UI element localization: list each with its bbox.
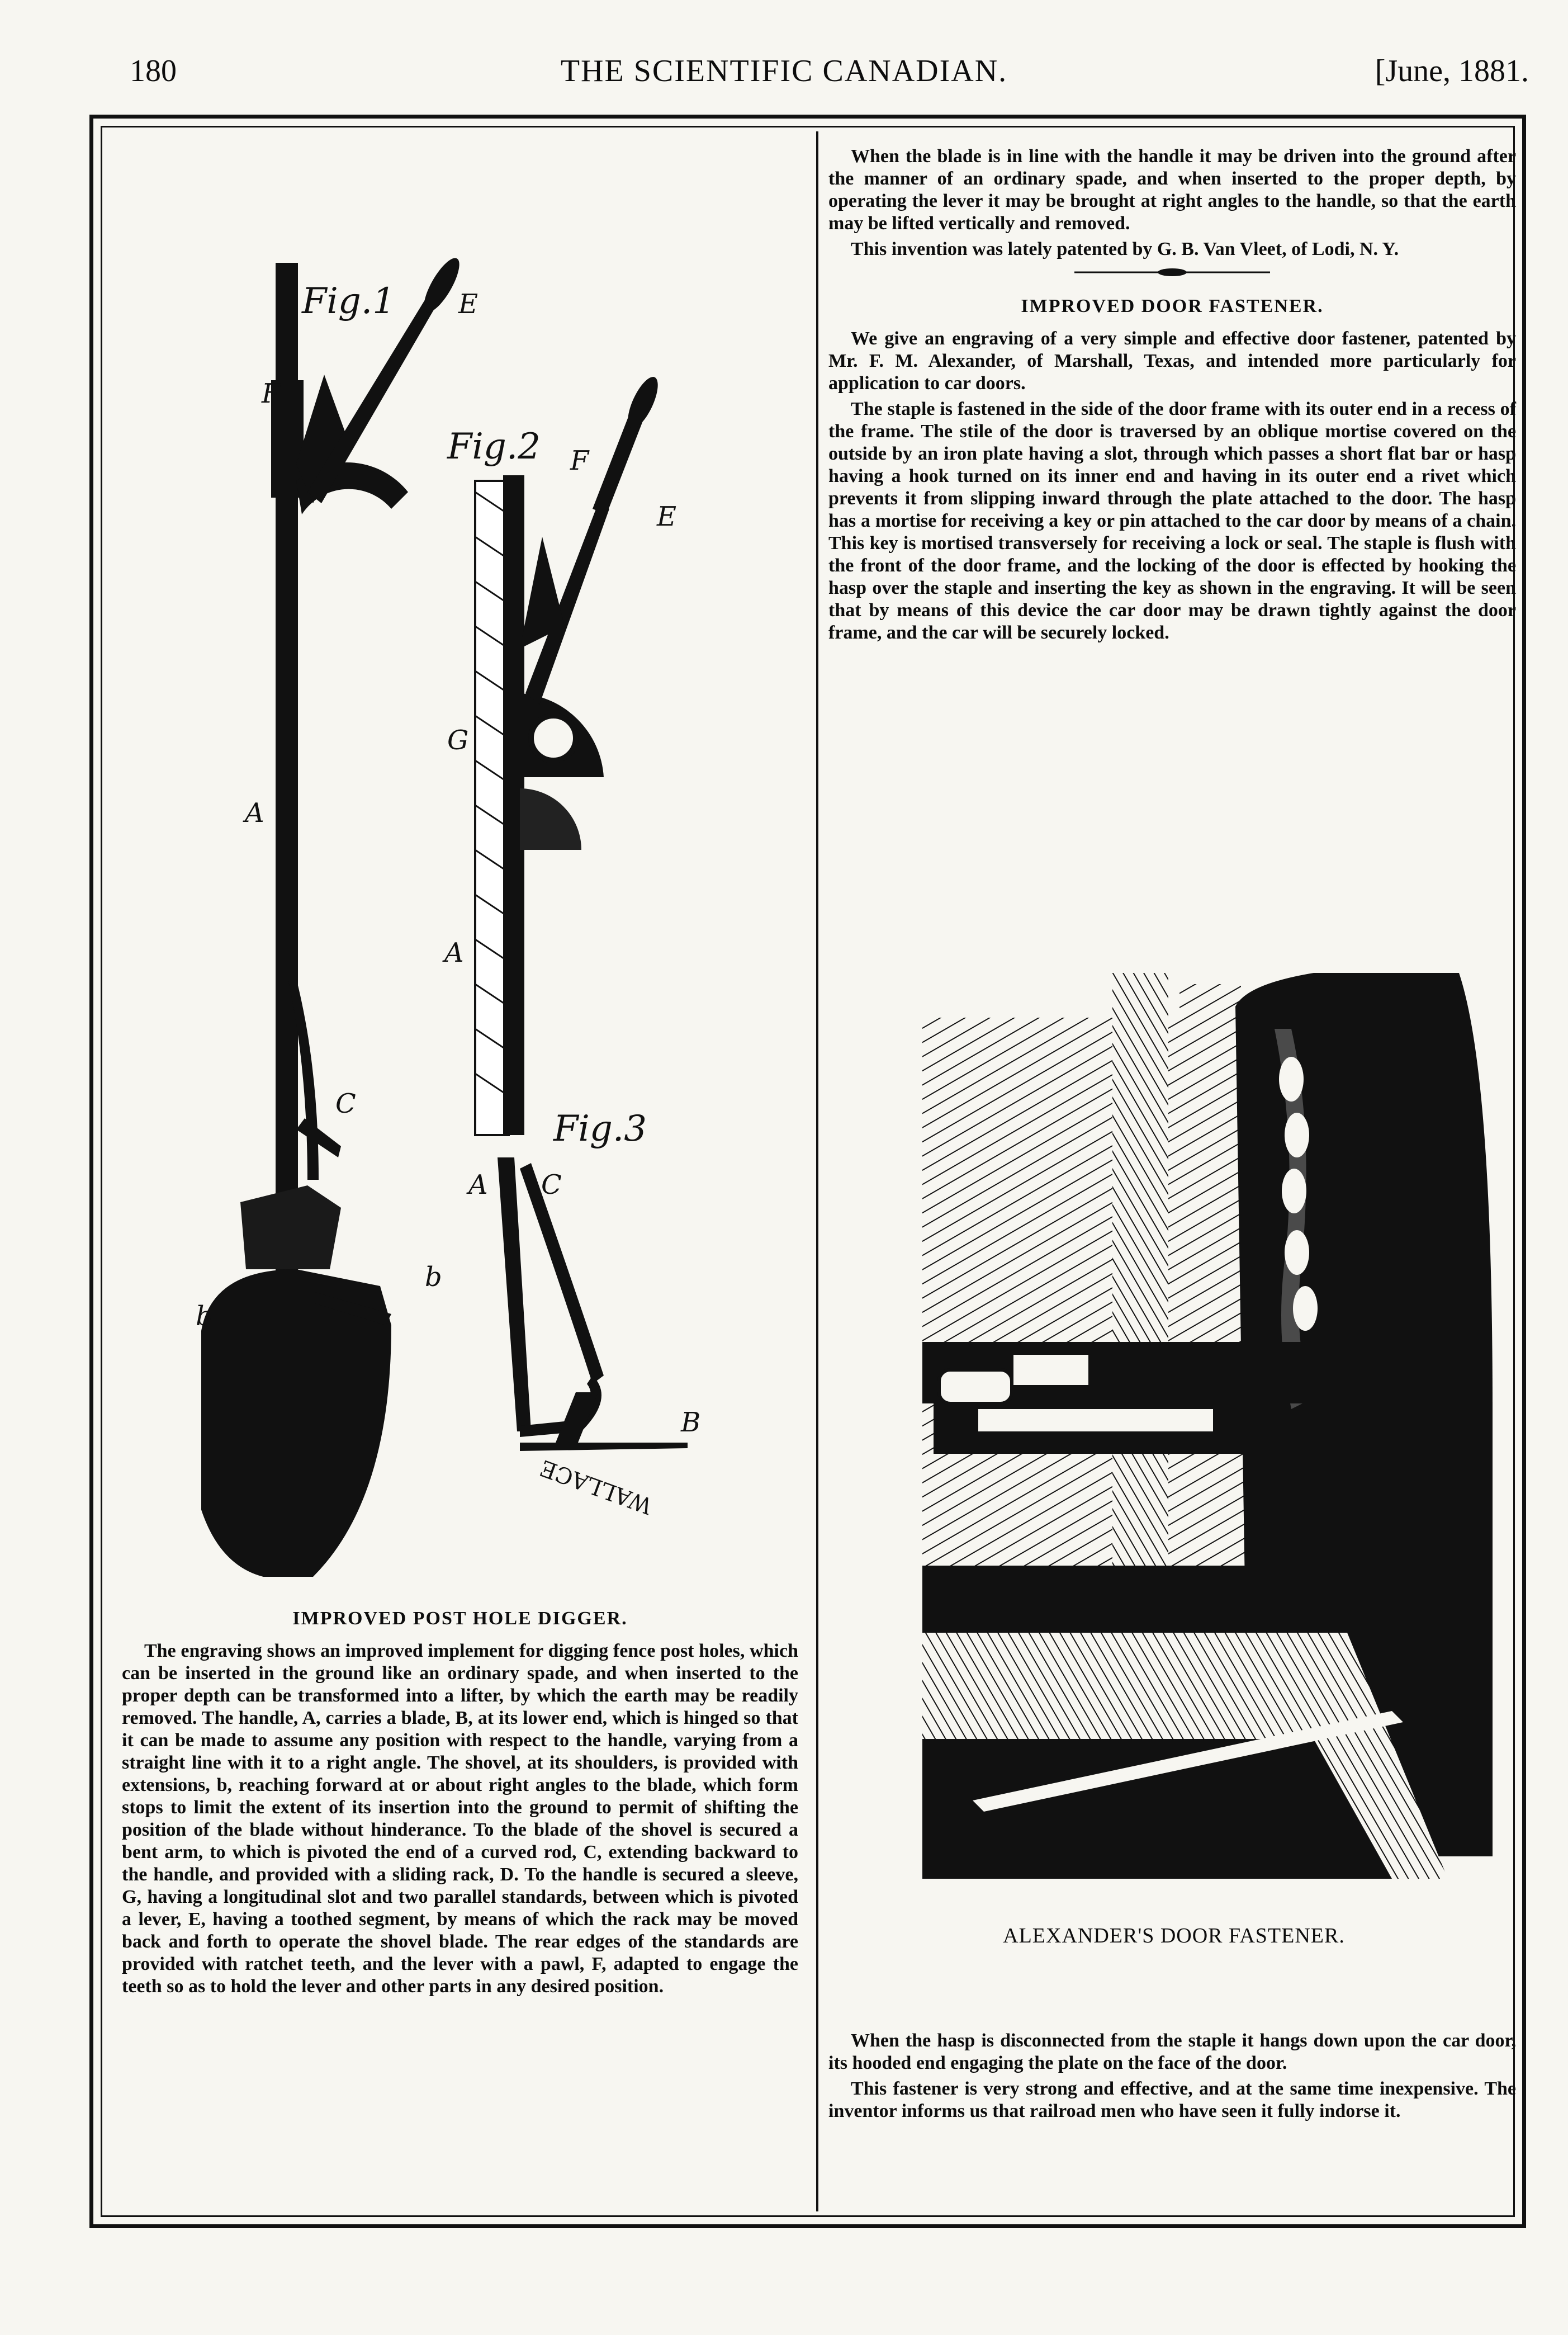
fig2-label: Fig.2 <box>447 426 541 467</box>
label-G: G <box>447 725 469 756</box>
label-E2: E <box>657 501 677 532</box>
door-headline: IMPROVED DOOR FASTENER. <box>1021 296 1324 316</box>
figure-3 <box>466 1108 700 1519</box>
digger-article <box>122 1608 798 2001</box>
door-fastener-engraving <box>889 962 1498 1901</box>
section-divider <box>828 264 1516 281</box>
label-B: B <box>681 1407 701 1438</box>
label-b1: b <box>196 1301 213 1332</box>
label-C3: C <box>541 1169 562 1200</box>
digger-paragraph: The engraving shows an improved implement for digging fence post holes, which can be inserted in the ground like an ordinary spade, and when inserted to the proper depth can be transformed into a lifter, by which the earth may be readily removed. The handle, A, carries a blade, B, at its lower end, which is hinged so that it can be made to assume any position with respect to the handle, varying from a straight line with it to a right angle. The shovel, at its shoulders, is provided with extensions, b, reaching forward at or about right angles to the blade, which form stops to limit the extent of its insertion into the ground to permit of shifting the position of the blade without hinderance. To the blade of the shovel is secured a bent arm, to which is pivoted the end of a curved rod, C, extending backward to the handle, and provided with a sliding rack, D. To the handle is secured a sleeve, G, having a longitudinal slot and two parallel standards, between which is pivoted a lever, E, having a toothed segment, by means of which the rack may be moved back and forth to operate the shovel blade. The rear edges of the standards are provided with ratchet teeth, and the lever with a pawl, F, adapted to engage the teeth so as to hold the lever and other parts in any desired position. <box>122 1641 798 1997</box>
label-F2: F <box>570 445 589 476</box>
right-column-top <box>828 145 1516 647</box>
right-column-bottom <box>828 2030 1516 2126</box>
door-paragraph-2: The staple is fastened in the side of the door frame with its outer end in a recess of the frame. The stile of the door is traversed by an oblique mortise covered on the outside by an iron plate having a slot, through which passes a short flat bar or hasp having a hook turned on its inner end and having in its outer end a rivet which prevents it from slipping inward through the plate attached to the door. The hasp has a mortise for receiving a key or pin attached to the car door by means of a chain. This key is mortised transversely for receiving a lock or seal. The staple is flush with the front of the door frame, and the locking of the door is effected by hooking the hasp over the staple and inserting the key as shown in the engraving. It will be seen that by means of this device the car door may be drawn tightly against the door frame, and the car will be securely locked. <box>828 399 1516 643</box>
label-A3: A <box>468 1169 488 1200</box>
column-rule <box>816 131 818 2211</box>
door-paragraph-4: This fastener is very strong and effective, and at the same time inexpensive. The inventor informs us that railroad men who have seen it fully indorse it. <box>828 2078 1516 2121</box>
label-C1: C <box>335 1088 356 1119</box>
door-caption: ALEXANDER'S DOOR FASTENER. <box>1003 1924 1345 1948</box>
label-b2: b <box>425 1261 442 1293</box>
fig3-label: Fig.3 <box>553 1108 647 1150</box>
patent-note: This invention was lately patented by G. B. Van Vleet, of Lodi, N. Y. <box>851 239 1399 259</box>
label-A2: A <box>444 937 464 968</box>
page-number: 180 <box>130 54 177 88</box>
door-paragraph-1: We give an engraving of a very simple and effective door fastener, patented by Mr. F. M. Alexander, of Marshall, Texas, and intended more particularly for application to car doors. <box>828 328 1516 394</box>
issue-date: [June, 1881. <box>1375 54 1529 88</box>
label-F1: F <box>262 378 281 409</box>
figure-1 <box>196 253 478 1577</box>
engraver-signature: WALLACE <box>537 1454 656 1519</box>
door-paragraph-3: When the hasp is disconnected from the staple it hangs down upon the car door, its hooded end engaging the plate on the face of the door. <box>828 2030 1516 2073</box>
digger-continued-paragraph: When the blade is in line with the handle it may be driven into the ground after the manner of an ordinary spade, and when inserted to the proper depth, by operating the lever it may be brought at right angles to the handle, so that the earth may be lifted vertically and removed. <box>828 146 1516 234</box>
fig1-label: Fig.1 <box>302 281 395 322</box>
digger-headline: IMPROVED POST HOLE DIGGER. <box>292 1608 628 1629</box>
masthead-title: THE SCIENTIFIC CANADIAN. <box>560 54 1008 88</box>
figure-2 <box>442 373 676 1135</box>
post-hole-digger-engraving <box>129 145 799 1577</box>
label-E1: E <box>458 289 479 320</box>
label-A1: A <box>245 797 264 829</box>
